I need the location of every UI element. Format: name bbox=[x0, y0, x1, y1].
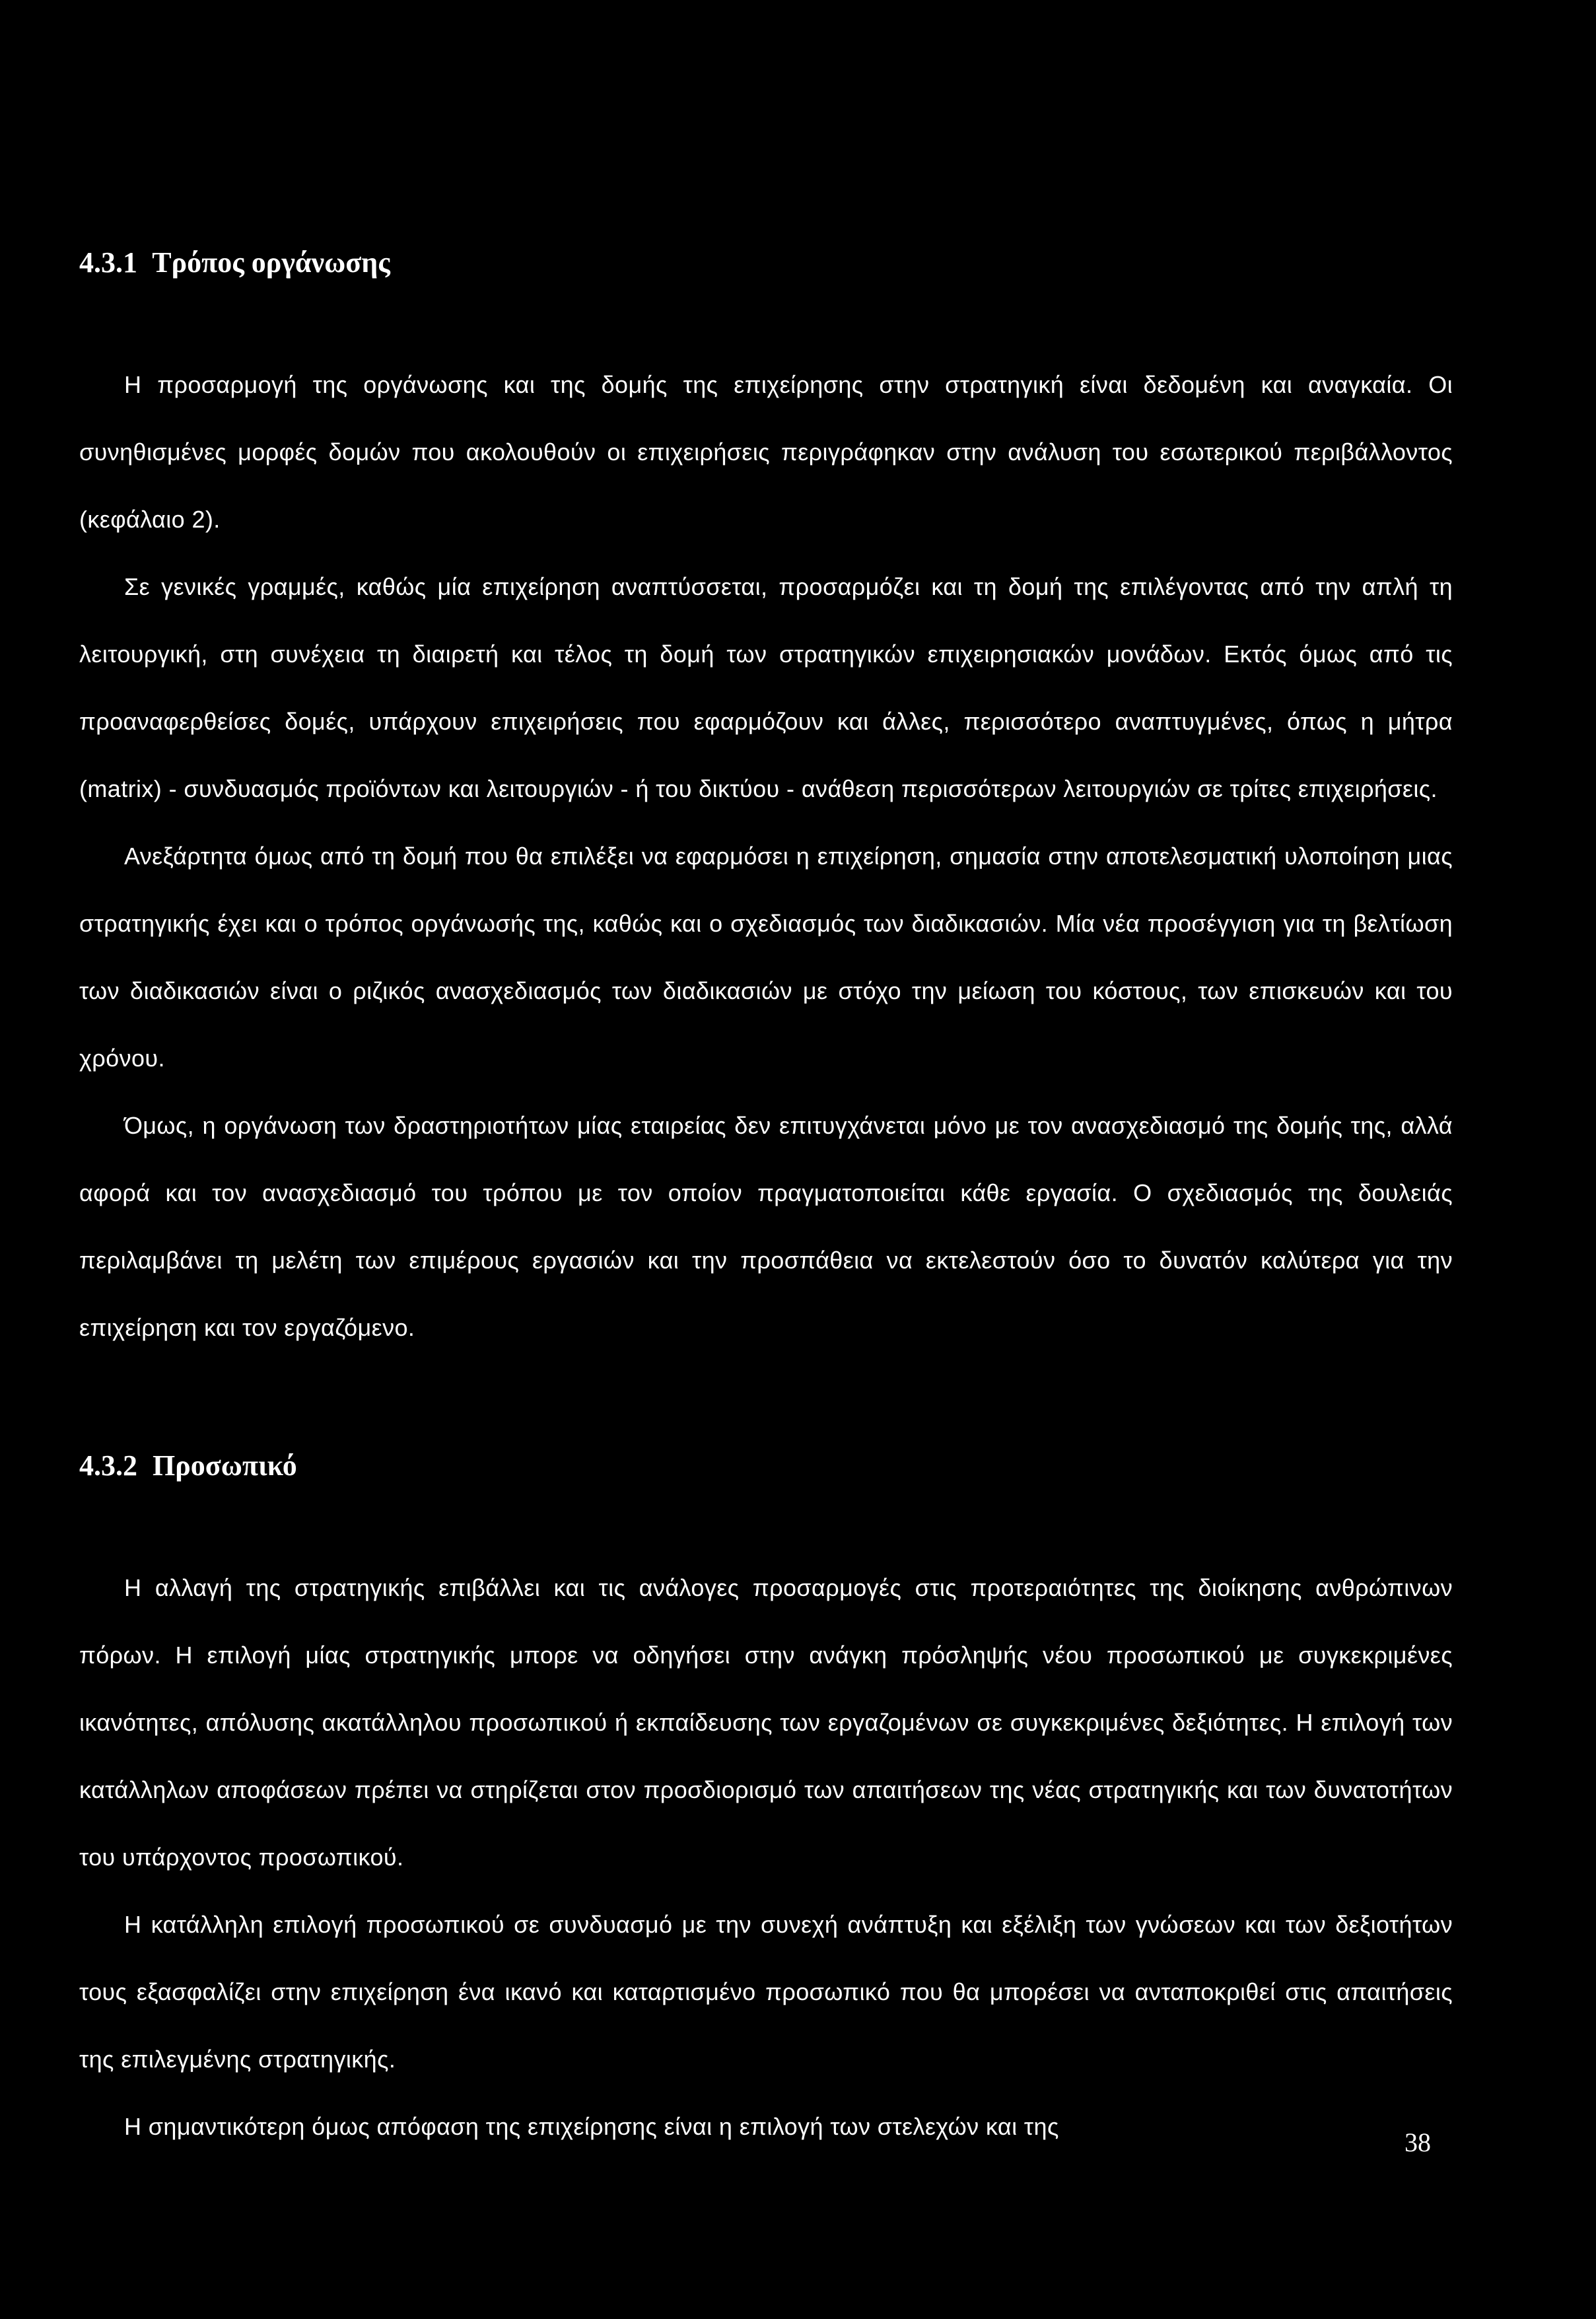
section-title: Προσωπικό bbox=[153, 1449, 297, 1482]
paragraph: Όμως, η οργάνωση των δραστηριοτήτων μίας εταιρείας δεν επιτυγχάνεται μόνο με τον ανασχεδιασμό της δομής της, αλλά αφορά και τον ανασχεδιασμό του τρόπου με τον οποίον πραγματοποιείται κάθε εργασία. Ο σχεδιασμός της δουλειάς περιλαμβάνει τη μελέτη των επιμέρους εργασιών και την προσπάθεια να εκτελεστούν όσο το δυνατόν καλύτερα για την επιχείρηση και τον εργαζόμενο. bbox=[79, 1112, 1453, 1341]
paragraph: Η σημαντικότερη όμως απόφαση της επιχείρησης είναι η επιλογή των στελεχών και της bbox=[124, 2113, 1059, 2140]
page-number: 38 bbox=[1405, 2128, 1431, 2157]
section-4-3-1 bbox=[79, 243, 1453, 1362]
section-heading bbox=[79, 243, 1453, 283]
section-number: 4.3.2 bbox=[79, 1449, 137, 1482]
paragraph: Ανεξάρτητα όμως από τη δομή που θα επιλέξει να εφαρμόσει η επιχείρηση, σημασία στην αποτελεσματική υλοποίηση μιας στρατηγικής έχει και ο τρόπος οργάνωσής της, καθώς και ο σχεδιασμός των διαδικασιών. Μία νέα προσέγγιση για τη βελτίωση των διαδικασιών είναι ο ριζικός ανασχεδιασμός των διαδικασιών με στόχο την μείωση του κόστους, των επισκευών και του χρόνου. bbox=[79, 843, 1453, 1072]
section-4-3-2 bbox=[79, 1446, 1453, 2161]
paragraph: Σε γενικές γραμμές, καθώς μία επιχείρηση αναπτύσσεται, προσαρμόζει και τη δομή της επιλέγοντας από την απλή τη λειτουργική, στη συνέχεια τη διαιρετή και τέλος τη δομή των στρατηγικών επιχειρησιακών μονάδων. Εκτός όμως από τις προαναφερθείσες δομές, υπάρχουν επιχειρήσεις που εφαρμόζουν και άλλες, περισσότερο αναπτυγμένες, όπως η μήτρα (matrix) - συνδυασμός προϊόντων και λειτουργιών - ή του δικτύου - ανάθεση περισσότερων λειτουργιών σε τρίτες επιχειρήσεις. bbox=[79, 573, 1453, 802]
paragraph: Η αλλαγή της στρατηγικής επιβάλλει και τις ανάλογες προσαρμογές στις προτεραιότητες της διοίκησης ανθρώπινων πόρων. Η επιλογή μίας στρατηγικής μπορε να οδηγήσει στην ανάγκη πρόσληψής νέου προσωπικού με συγκεκριμένες ικανότητες, απόλυσης ακατάλληλου προσωπικού ή εκπαίδευσης των εργαζομένων σε συγκεκριμένες δεξιότητες. Η επιλογή των κατάλληλων αποφάσεων πρέπει να στηρίζεται στον προσδιορισμό των απαιτήσεων της νέας στρατηγικής και των δυνατοτήτων του υπάρχοντος προσωπικού. bbox=[79, 1574, 1453, 1871]
section-number: 4.3.1 bbox=[79, 246, 137, 279]
paragraph: Η προσαρμογή της οργάνωσης και της δομής της επιχείρησης στην στρατηγική είναι δεδομένη και αναγκαία. Οι συνηθισμένες μορφές δομών που ακολουθούν οι επιχειρήσεις περιγράφηκαν στην ανάλυση του εσωτερικού περιβάλλοντος (κεφάλαιο 2). bbox=[79, 371, 1453, 533]
section-heading bbox=[79, 1446, 1453, 1486]
section-title: Τρόπος οργάνωσης bbox=[152, 246, 390, 279]
paragraph: Η κατάλληλη επιλογή προσωπικού σε συνδυασμό με την συνεχή ανάπτυξη και εξέλιξη των γνώσεων και των δεξιοτήτων τους εξασφαλίζει στην επιχείρηση ένα ικανό και καταρτισμένο προσωπικό που θα μπορέσει να ανταποκριθεί στις απαιτήσεις της επιλεγμένης στρατηγικής. bbox=[79, 1911, 1453, 2073]
